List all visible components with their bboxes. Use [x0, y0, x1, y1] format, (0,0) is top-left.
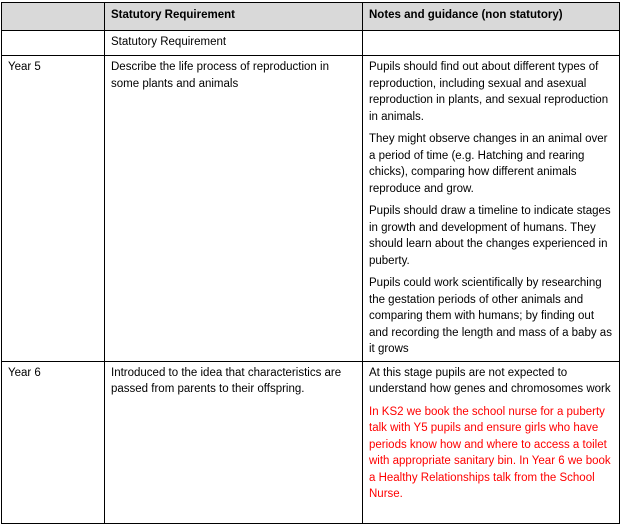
year-cell: Year 5 — [2, 56, 105, 362]
notes-cell — [363, 361, 620, 523]
subheader-row — [2, 31, 620, 56]
notes-cell — [363, 56, 620, 362]
note-paragraph: They might observe changes in an animal over a period of time (e.g. Hatching and rearing chicks), comparing how different animals reproduce and grow. — [369, 133, 608, 195]
note-paragraph: Pupils should draw a timeline to indicate stages in growth and development of humans. They should learn about the changes experienced in puberty. — [369, 205, 611, 267]
subheader-requirement-cell: Statutory Requirement — [105, 31, 363, 56]
requirement-cell: Describe the life process of reproduction in some plants and animals — [105, 56, 363, 362]
table-row — [2, 361, 620, 523]
header-requirement-cell: Statutory Requirement — [105, 3, 363, 31]
school-nurse-note: In KS2 we book the school nurse for a puberty talk with Y5 pupils and ensure girls who have periods know how and where to access a toilet with appropriate sanitary bin. In Year 6 we book a Healthy Relationships talk from the School Nurse. — [369, 405, 611, 500]
header-row — [2, 3, 620, 31]
curriculum-table — [1, 2, 620, 524]
note-paragraph: Pupils could work scientifically by researching the gestation periods of other animals and comparing them with humans; by finding out and recording the length and mass of a baby as it grows — [369, 277, 612, 355]
year-cell: Year 6 — [2, 361, 105, 523]
header-notes-cell: Notes and guidance (non statutory) — [363, 3, 620, 31]
requirement-cell: Introduced to the idea that characteristics are passed from parents to their offspring. — [105, 361, 363, 523]
subheader-notes-cell — [363, 31, 620, 56]
note-paragraph: At this stage pupils are not expected to understand how genes and chromosomes work — [369, 366, 611, 395]
note-paragraph: Pupils should find out about different types of reproduction, including sexual and asexual reproduction in plants, and sexual reproduction in animals. — [369, 61, 609, 123]
header-year-cell — [2, 3, 105, 31]
subheader-year-cell — [2, 31, 105, 56]
table-row — [2, 56, 620, 362]
